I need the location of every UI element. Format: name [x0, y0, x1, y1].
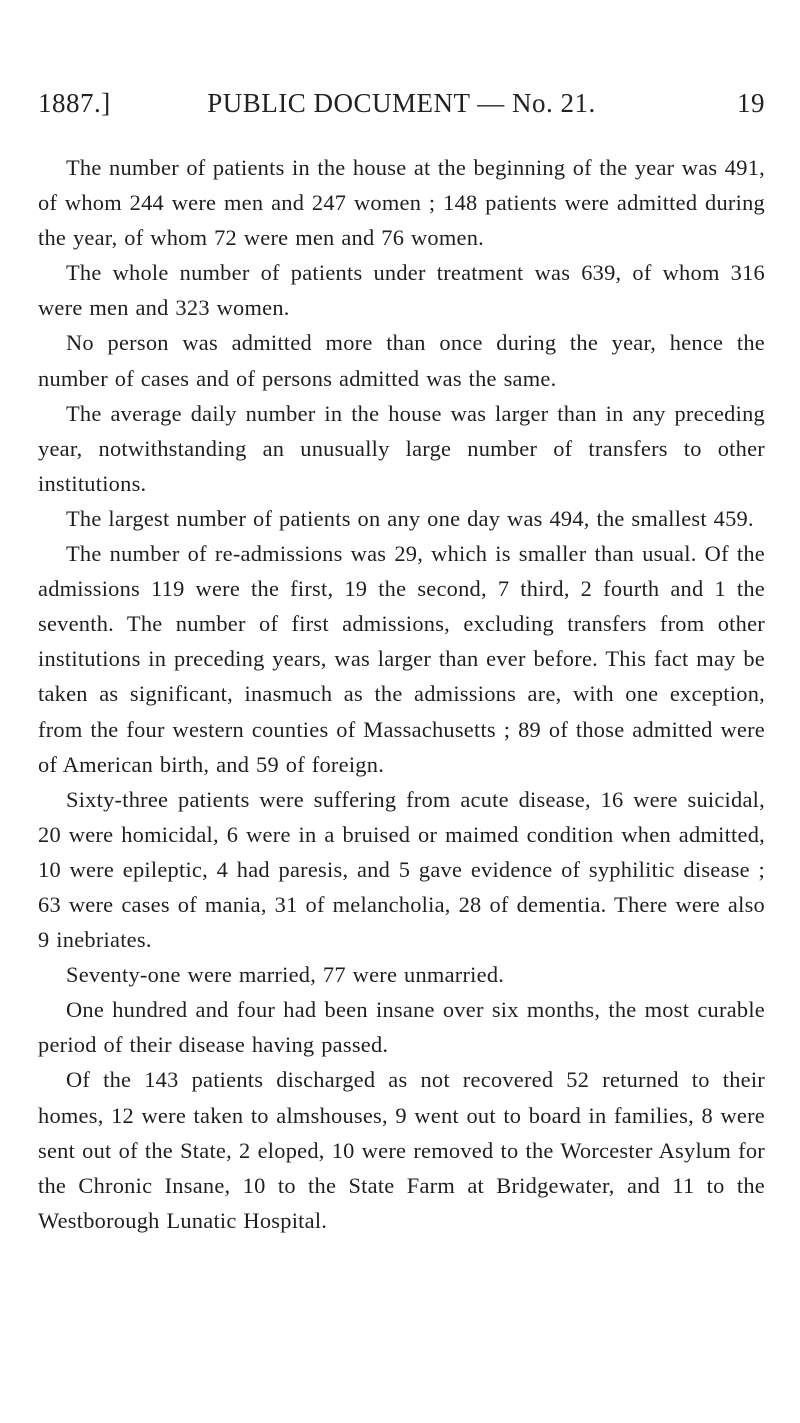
body-text [38, 150, 765, 1238]
paragraph-readmissions: The number of re-admissions was 29, which is smaller than usual. Of the admissions 119 were the first, 19 the second, 7 third, 2 fourth and 1 the seventh. The number of first admissions, excluding transfers from other institutions in preceding years, was larger than ever before. This fact may be taken as significant, inasmuch as the admissions are, with one exception, from the four western counties of Massachusetts ; 89 of those admitted were of American birth, and 59 of foreign. [38, 541, 765, 777]
page-header [38, 88, 765, 128]
paragraph-insane-six-months: One hundred and four had been insane over six months, the most curable period of their disease having passed. [38, 997, 765, 1058]
paragraph-admitted-once: No person was admitted more than once during the year, hence the number of cases and of persons admitted was the same. [38, 330, 765, 391]
paragraph-married: Seventy-one were married, 77 were unmarried. [66, 962, 505, 988]
paragraph-patients-beginning: The number of patients in the house at the beginning of the year was 491, of whom 244 were men and 247 women ; 148 patients were admitted during the year, of whom 72 were men and 76 women. [38, 155, 765, 251]
paragraph-largest-number: The largest number of patients on any one day was 494, the smallest 459. [66, 505, 754, 531]
page-number: 19 [737, 88, 765, 118]
paragraph-discharged: Of the 143 patients discharged as not recovered 52 returned to their homes, 12 were taken to almshouses, 9 went out to board in families, 8 were sent out of the State, 2 eloped, 10 were removed to the Worcester Asylum for the Chronic Insane, 10 to the State Farm at Bridgewater, and 11 to the Westborough Lunatic Hospital. [38, 1067, 765, 1233]
paragraph-average-daily: The average daily number in the house was larger than in any preceding year, notwithstanding an unusually large number of transfers to other institutions. [38, 400, 765, 496]
paragraph-acute-disease: Sixty-three patients were suffering from acute disease, 16 were suicidal, 20 were homicidal, 6 were in a bruised or maimed condition when admitted, 10 were epileptic, 4 had paresis, and 5 gave evidence of syphilitic disease ; 63 were cases of mania, 31 of melancholia, 28 of dementia. There were also 9 inebriates. [38, 786, 765, 953]
paragraph-under-treatment: The whole number of patients under treatment was 639, of whom 316 were men and 323 women. [38, 260, 765, 321]
header-year: 1887.] [38, 88, 111, 118]
header-title: PUBLIC DOCUMENT — No. 21. [207, 88, 596, 118]
